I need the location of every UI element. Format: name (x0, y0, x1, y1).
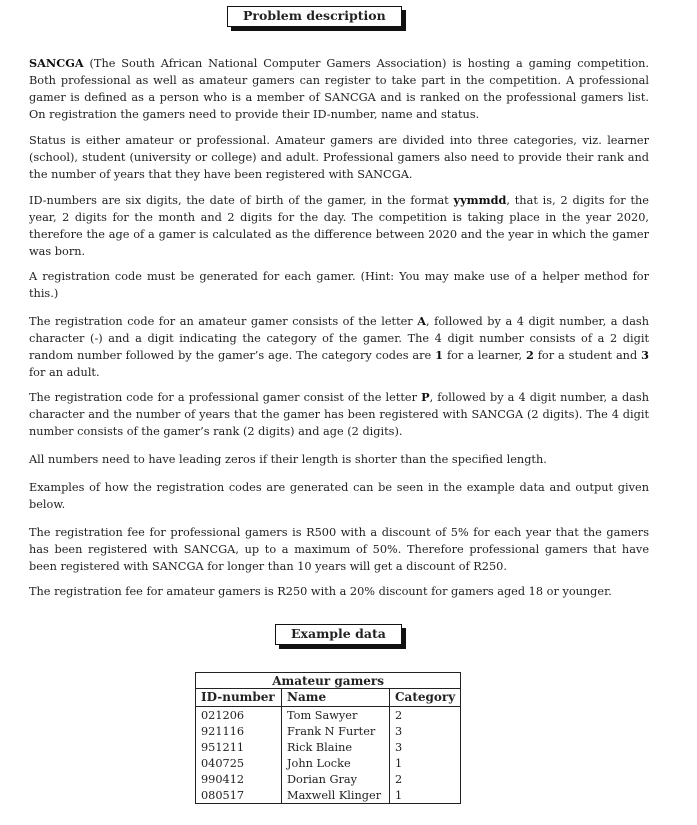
p5-d: for a student and (533, 349, 642, 362)
p5-bold2: 1 (435, 348, 444, 362)
p5-bold1: A (417, 314, 427, 328)
column-header-name: Name (282, 689, 390, 707)
cell-id-number: 040725 (196, 755, 282, 771)
paragraph-amateur-fee: The registration fee for amateur gamers is R250 with a 20% discount for gamers aged 18 or younger. (29, 585, 612, 598)
cell-category: 1 (395, 788, 403, 802)
cell-name: John Locke (282, 755, 390, 771)
table-row (196, 771, 461, 787)
sancga-lead: SANCGA (29, 56, 84, 70)
amateur-gamers-table (195, 688, 461, 804)
paragraph-intro (29, 55, 649, 123)
table-row (196, 787, 461, 804)
cell-name: Tom Sawyer (282, 707, 390, 724)
cell-category: 3 (395, 724, 403, 738)
table-header-row (196, 689, 461, 707)
paragraph-professional-code (29, 389, 649, 440)
cell-name: Maxwell Klinger (282, 787, 390, 804)
p6-bold: P (421, 390, 430, 404)
paragraph-intro-text: (The South African National Computer Gamers Association) is hosting a gaming competition. Both professional as well as amateur gamers can register to take part in the competition. A professional gamer is defined as a person who is a member of SANCGA and is ranked on the professional gamers list. On registration the gamers need to provide their ID-number, name and status. (29, 57, 649, 121)
cell-name: Rick Blaine (282, 739, 390, 755)
p6-b: , followed by a 4 digit number, a dash character and the number of years that the gamer has been registered with SANCGA (2 digits). The 4 digit number consists of the gamer’s rank (2 digits) and age (2 digits). (29, 391, 650, 438)
paragraph-registration-code: A registration code must be generated for each gamer. (Hint: You may make use of a helper method for this.) (29, 270, 649, 300)
cell-category: 2 (395, 708, 403, 722)
paragraph-status: Status is either amateur or professional. Amateur gamers are divided into three categories, viz. learner (school), student (university or college) and adult. Professional gamers also need to provide their rank and the number of years that they have been registered with SANCGA. (29, 134, 649, 181)
p5-c: for a learner, (443, 349, 526, 362)
p6-a: The registration code for a professional gamer consist of the letter (29, 391, 422, 404)
paragraph-amateur-code (29, 313, 649, 381)
table-row (196, 707, 461, 724)
cell-name: Dorian Gray (282, 771, 390, 787)
cell-category: 1 (395, 756, 403, 770)
cell-id-number: 021206 (196, 707, 282, 724)
p3-b: , that is, 2 digits for the year, 2 digits for the month and 2 digits for the day. The competition is taking place in the year 2020, therefore the age of a gamer is calculated as the difference between 2020 and the year in which the gamer was born. (29, 194, 649, 258)
cell-id-number: 951211 (196, 739, 282, 755)
column-header-id-number: ID-number (196, 689, 282, 707)
cell-category: 3 (395, 740, 403, 754)
paragraph-examples: Examples of how the registration codes are generated can be seen in the example data and output given below. (29, 481, 649, 511)
problem-description-heading: Problem description (227, 6, 402, 27)
example-data-heading-box (275, 623, 402, 645)
p5-b: , followed by a 4 digit number, a dash character (-) and a digit indicating the category of the gamer. The 4 digit number consists of a 2 digit random number followed by the gamer’s age. The category codes are (29, 315, 650, 362)
table-row (196, 755, 461, 771)
paragraph-leading-zeros: All numbers need to have leading zeros if their length is shorter than the specified length. (29, 453, 547, 466)
cell-id-number: 921116 (196, 723, 282, 739)
amateur-gamers-table-title: Amateur gamers (195, 672, 461, 688)
cell-name: Frank N Furter (282, 723, 390, 739)
paragraph-id-numbers (29, 192, 649, 260)
amateur-gamers-table-wrap (195, 672, 461, 804)
cell-id-number: 080517 (196, 787, 282, 804)
cell-category: 2 (395, 772, 403, 786)
p5-bold3: 2 (525, 348, 534, 362)
column-header-category: Category (390, 689, 461, 707)
example-data-heading: Example data (275, 624, 402, 645)
p5-bold4: 3 (641, 348, 649, 362)
paragraph-professional-fee: The registration fee for professional gamers is R500 with a discount of 5% for each year that the gamers has been registered with SANCGA, up to a maximum of 50%. Therefore professional gamers that have been registered with SANCGA for longer than 10 years will get a discount of R250. (29, 526, 649, 573)
problem-description-heading-box (227, 5, 402, 27)
p3-bold: yymmdd (453, 193, 507, 207)
p3-a: ID-numbers are six digits, the date of birth of the gamer, in the format (29, 194, 454, 207)
table-row (196, 739, 461, 755)
p5-a: The registration code for an amateur gamer consists of the letter (29, 315, 418, 328)
cell-id-number: 990412 (196, 771, 282, 787)
table-row (196, 723, 461, 739)
p5-e: for an adult. (29, 366, 100, 379)
